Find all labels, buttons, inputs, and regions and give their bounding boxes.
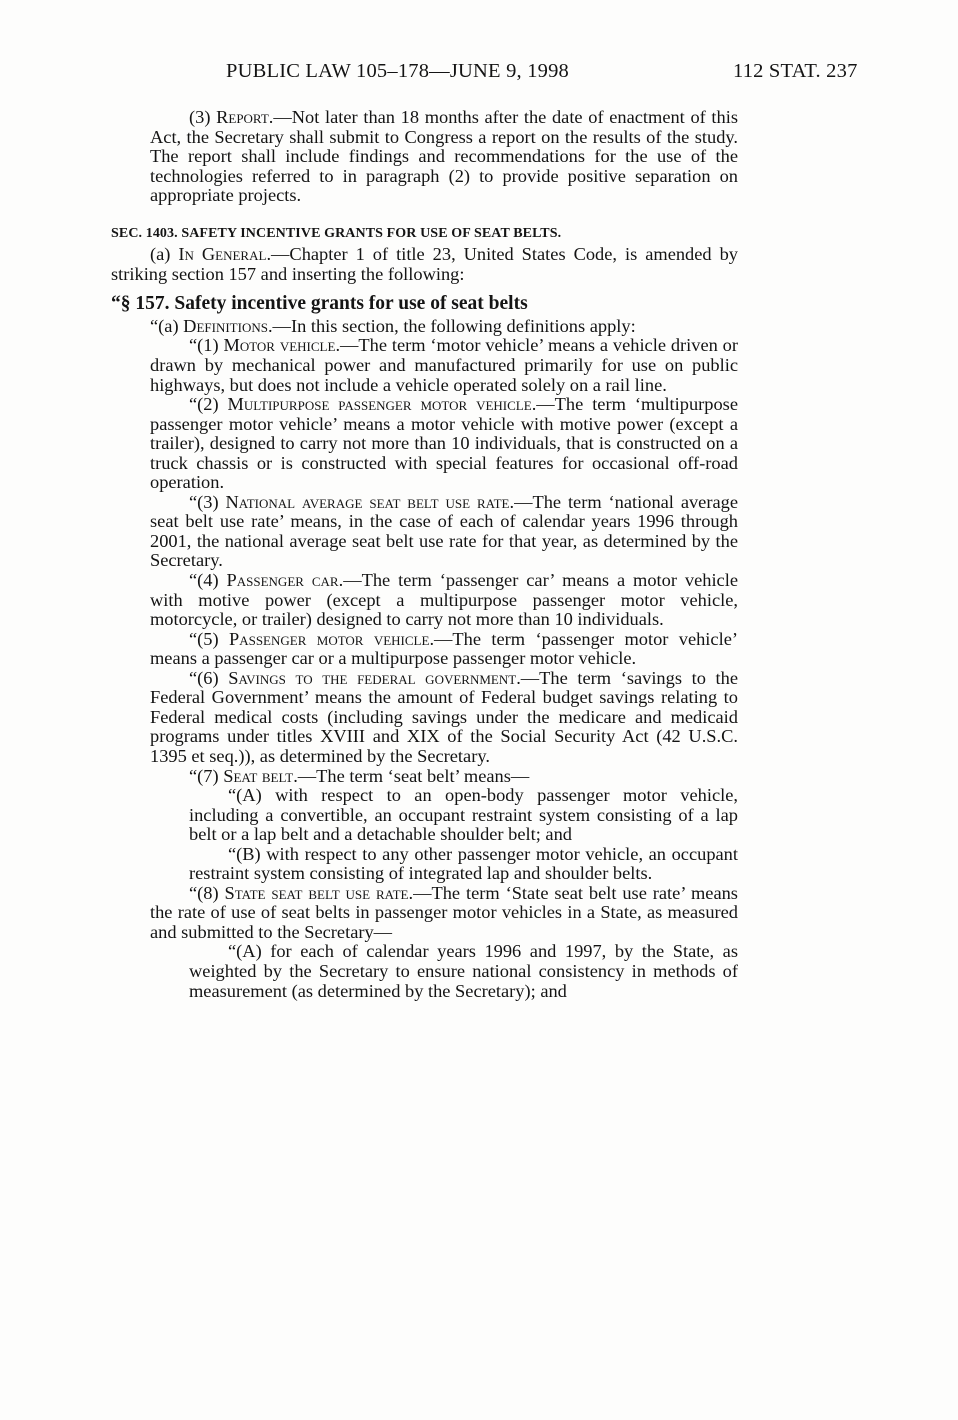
definition-seat-belt (111, 767, 738, 787)
subparagraph-seat-belt-a: “(A) with respect to an open-body passenger motor vehicle, including a convertible, an occupant restraint system consisting of a lap belt or a lap belt and a detachable shoulder belt; and (189, 785, 738, 845)
paragraph-definitions (111, 317, 738, 337)
paragraph-number: (a) (150, 244, 179, 265)
definition-national-rate (111, 493, 738, 571)
definition-passenger-motor-vehicle (111, 630, 738, 669)
paragraph-number: “(6) (189, 667, 229, 688)
paragraph-heading: Motor vehicle (223, 335, 336, 356)
paragraph-heading: Multipurpose passenger motor vehicle (227, 394, 532, 415)
paragraph-text: .—The term ‘seat belt’ means— (293, 765, 530, 786)
running-head (0, 60, 958, 90)
paragraph-heading: Passenger car (226, 570, 339, 591)
paragraph-number: “(7) (189, 765, 224, 786)
paragraph-heading: Seat belt (223, 765, 294, 786)
paragraph-heading: State seat belt use rate (224, 882, 409, 903)
paragraph-text: .—The term ‘passenger car’ means a motor vehicle with motive power (except a multipurpose passenger motor vehicle, motorcycle, or trailer) designed to carry not more than 10 individuals. (150, 570, 738, 630)
paragraph-text: .—Chapter 1 of title 23, United States Code, is amended by striking section 157 and inserting the following: (111, 244, 738, 284)
paragraph-heading: Savings to the federal government (228, 667, 517, 688)
paragraph-heading: Report (216, 107, 269, 127)
paragraph-heading: In General (178, 244, 267, 265)
paragraph-report (111, 108, 738, 206)
subparagraph-seat-belt-b: “(B) with respect to any other passenger motor vehicle, an occupant restraint system consisting of integrated lap and shoulder belts. (189, 843, 738, 884)
paragraph-number: (3) (189, 107, 217, 127)
section-title-157: “§ 157. Safety incentive grants for use of seat belts (111, 293, 528, 315)
paragraph-text: .—In this section, the following definitions apply: (267, 315, 636, 336)
paragraph-text: .—The term ‘State seat belt use rate’ means the rate of use of seat belts in passenger motor vehicles in a State, as measured and submitted to the Secretary— (150, 882, 738, 942)
paragraph-text: .—Not later than 18 months after the date of enactment of this Act, the Secretary shall submit to Congress a report on the results of the study. The report shall include findings and recommendations for the use of the technologies referred to in paragraph (2) to provide positive separation on appropriate projects. (150, 107, 738, 206)
paragraph-in-general (111, 245, 738, 284)
header-stat-citation: 112 STAT. 237 (733, 60, 858, 82)
paragraph-number: “(4) (189, 570, 227, 591)
paragraph-number: “(3) (189, 491, 226, 512)
subparagraph-state-rate-a: “(A) for each of calendar years 1996 and 1997, by the State, as weighted by the Secretary to ensure national consistency in methods of measurement (as determined by the Secretary); and (189, 941, 738, 1001)
definition-federal-savings (111, 669, 738, 767)
paragraph-text: .—The term ‘passenger motor vehicle’ means a passenger car or a multipurpose passenger motor vehicle. (150, 628, 738, 669)
paragraph-number: “(8) (189, 882, 225, 903)
paragraph-text: .—The term ‘multipurpose passenger motor vehicle’ means a motor vehicle with motive power (except a trailer), designed to carry not more than 10 individuals, that is constructed on a truck chassis or is constructed with special features for occasional off-road operation. (150, 394, 738, 493)
paragraph-heading: National average seat belt use rate (225, 491, 510, 512)
definition-motor-vehicle (111, 336, 738, 395)
definition-state-rate (111, 884, 738, 943)
paragraph-heading: Passenger motor vehicle (228, 628, 430, 649)
paragraph-number: “(1) (189, 335, 224, 356)
paragraph-number: “(5) (189, 628, 229, 649)
header-public-law: PUBLIC LAW 105–178—JUNE 9, 1998 (226, 60, 569, 82)
document-body (111, 108, 738, 1001)
paragraph-number: “(2) (189, 394, 228, 415)
paragraph-text: .—The term ‘national average seat belt use rate’ means, in the case of each of calendar years 1996 through 2001, the national average seat belt use rate for that year, as determined by the Secretary. (150, 491, 738, 571)
definition-multipurpose-vehicle (111, 395, 738, 493)
paragraph-heading: Definitions (183, 315, 268, 336)
paragraph-number: “(a) (150, 315, 184, 336)
definition-passenger-car (111, 571, 738, 630)
section-heading-1403: SEC. 1403. SAFETY INCENTIVE GRANTS FOR USE OF SEAT BELTS. (111, 225, 562, 241)
paragraph-text: .—The term ‘motor vehicle’ means a vehicle driven or drawn by mechanical power and manufactured primarily for use on public highways, but does not include a vehicle operated solely on a rail line. (150, 335, 738, 395)
paragraph-text: .—The term ‘savings to the Federal Government’ means the amount of Federal budget savings relating to Federal medical costs (including savings under the medicare and medicaid programs under titles XVIII and XIX of the Social Security Act (42 U.S.C. 1395 et seq.)), as determined by the Secretary. (150, 667, 738, 766)
